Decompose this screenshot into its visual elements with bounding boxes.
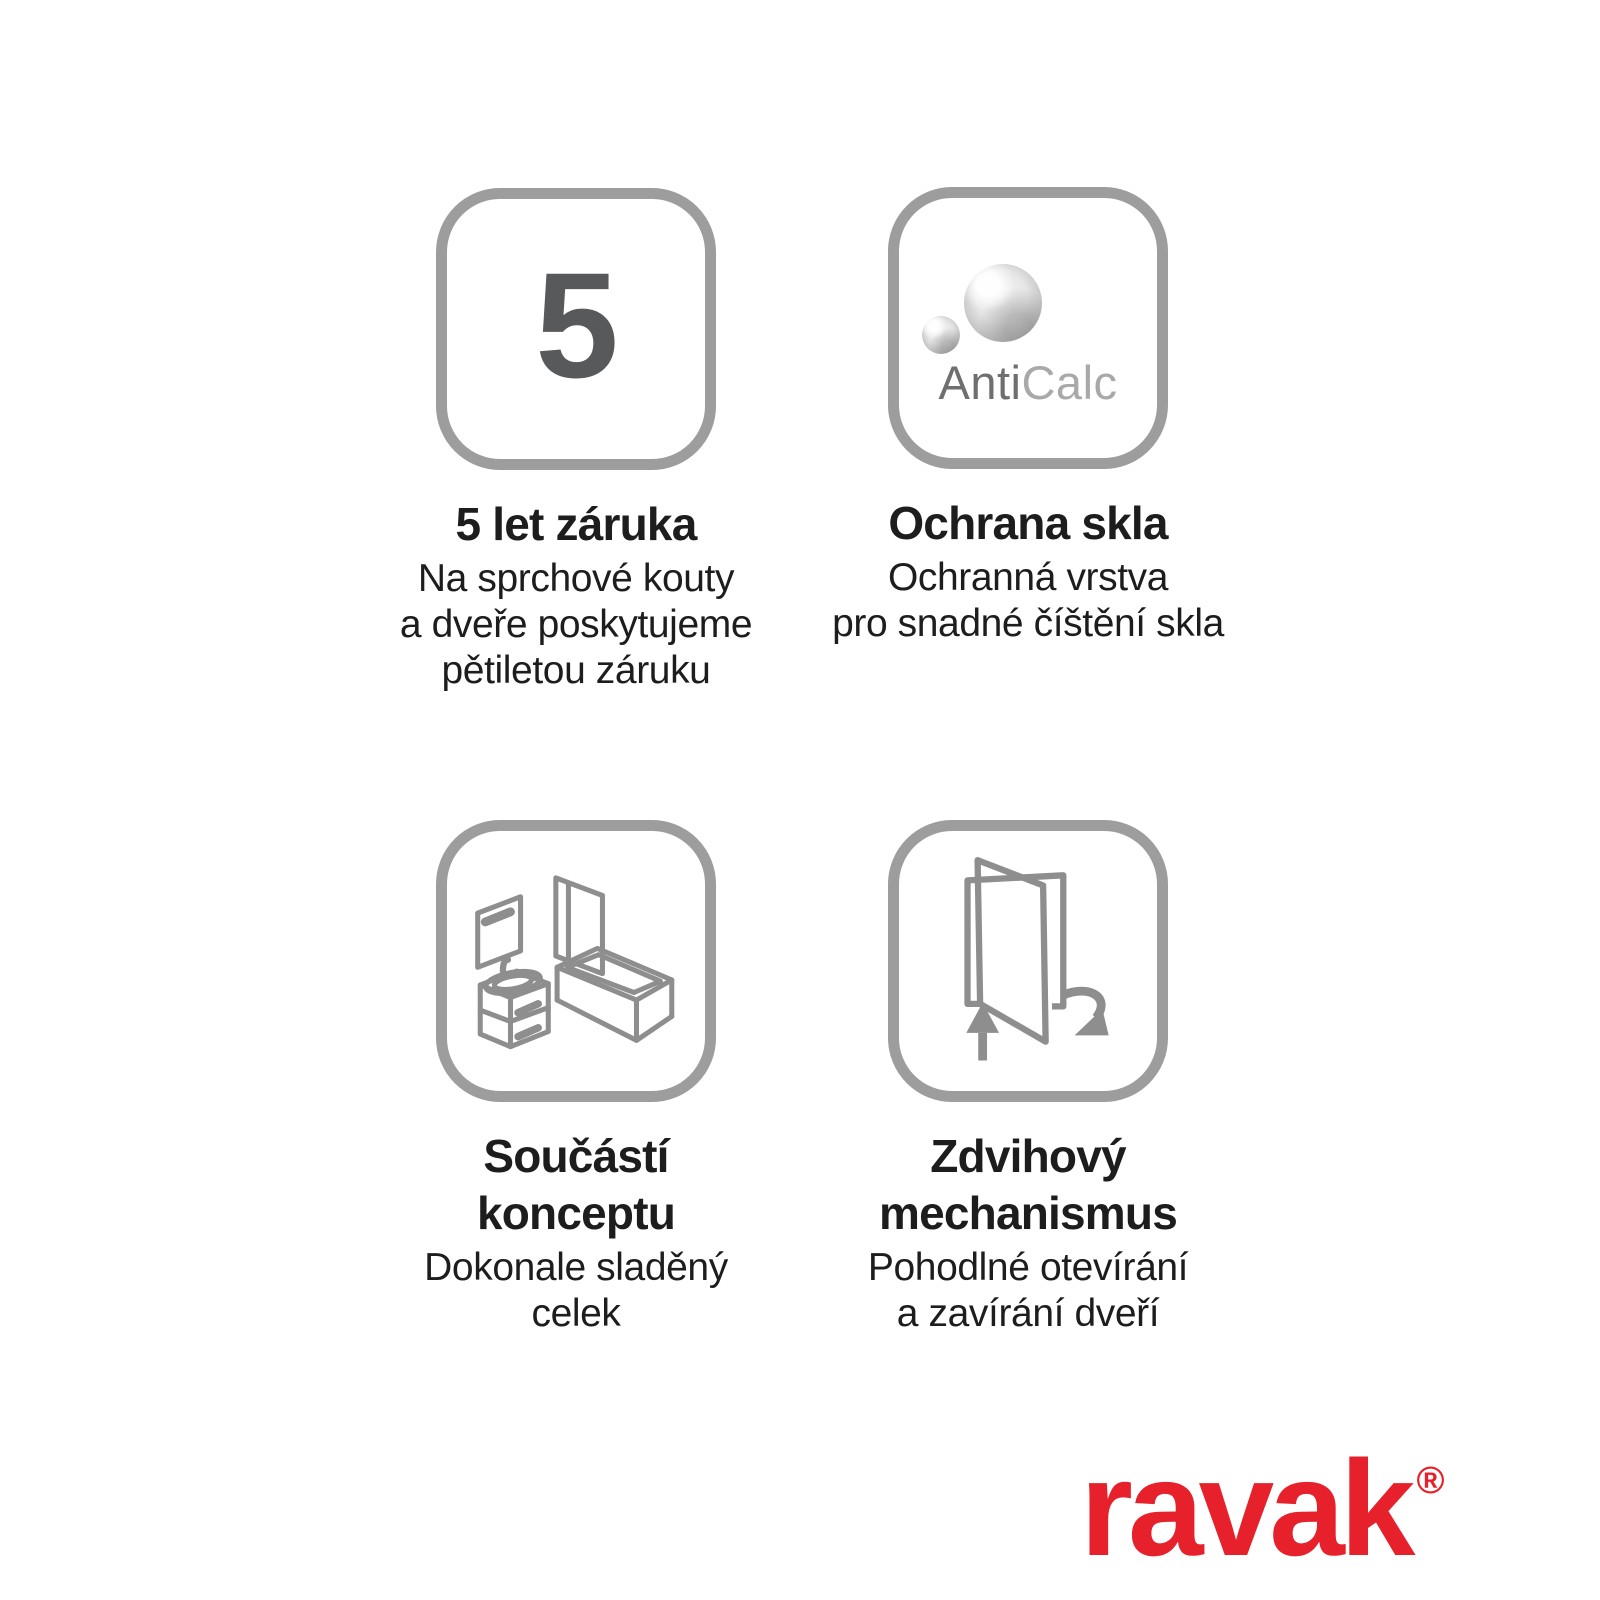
feature-concept	[336, 820, 816, 1337]
feature-description	[336, 1245, 816, 1337]
bathroom-concept-icon	[436, 820, 716, 1102]
digit-5: 5	[535, 241, 617, 409]
feature-title-line: Ochrana skla	[888, 497, 1168, 549]
feature-desc-line: Pohodlné otevírání	[867, 1246, 1189, 1289]
feature-desc-line: Ochranná vrstva	[887, 556, 1169, 599]
anticalc-wordmark	[899, 358, 1157, 408]
feature-glass-protection	[788, 187, 1268, 647]
feature-desc-line: pro snadné číštění skla	[832, 602, 1224, 645]
feature-title	[788, 1128, 1268, 1242]
feature-lift-mechanism	[788, 820, 1268, 1337]
feature-desc-line: a dveře poskytujeme	[399, 603, 753, 646]
feature-description	[788, 555, 1268, 647]
door-lift-mechanism-icon	[888, 820, 1168, 1102]
water-drop-large	[964, 264, 1042, 342]
anticalc-bubbles-icon	[888, 187, 1168, 469]
feature-title-line: 5 let záruka	[455, 498, 697, 550]
anticalc-word-calc: Calc	[1021, 356, 1118, 409]
water-drop-small	[922, 316, 960, 354]
feature-title-line: Zdvihový	[930, 1130, 1126, 1182]
feature-title-line: konceptu	[476, 1187, 676, 1239]
door-opening-drawing	[902, 835, 1154, 1087]
warranty-5-badge-icon	[436, 188, 716, 470]
feature-title-line: Součástí	[483, 1130, 669, 1182]
feature-description	[336, 556, 816, 694]
ravak-wordmark: ravak	[1080, 1432, 1411, 1584]
feature-warranty	[336, 188, 816, 694]
feature-desc-line: Na sprchové kouty	[417, 557, 735, 600]
feature-description	[788, 1245, 1268, 1337]
bathroom-scene-drawing	[450, 835, 702, 1087]
registered-trademark: ®	[1416, 1460, 1445, 1502]
feature-title	[336, 496, 816, 553]
feature-desc-line: Dokonale sladěný	[424, 1246, 728, 1289]
feature-title-line: mechanismus	[879, 1187, 1177, 1239]
anticalc-word-anti: Anti	[938, 356, 1022, 409]
feature-title	[336, 1128, 816, 1242]
feature-desc-line: pětiletou záruku	[441, 649, 711, 692]
feature-desc-line: a zavírání dveří	[896, 1292, 1160, 1335]
feature-desc-line: celek	[531, 1292, 621, 1335]
ravak-logo	[1080, 1432, 1445, 1600]
feature-title	[788, 495, 1268, 552]
